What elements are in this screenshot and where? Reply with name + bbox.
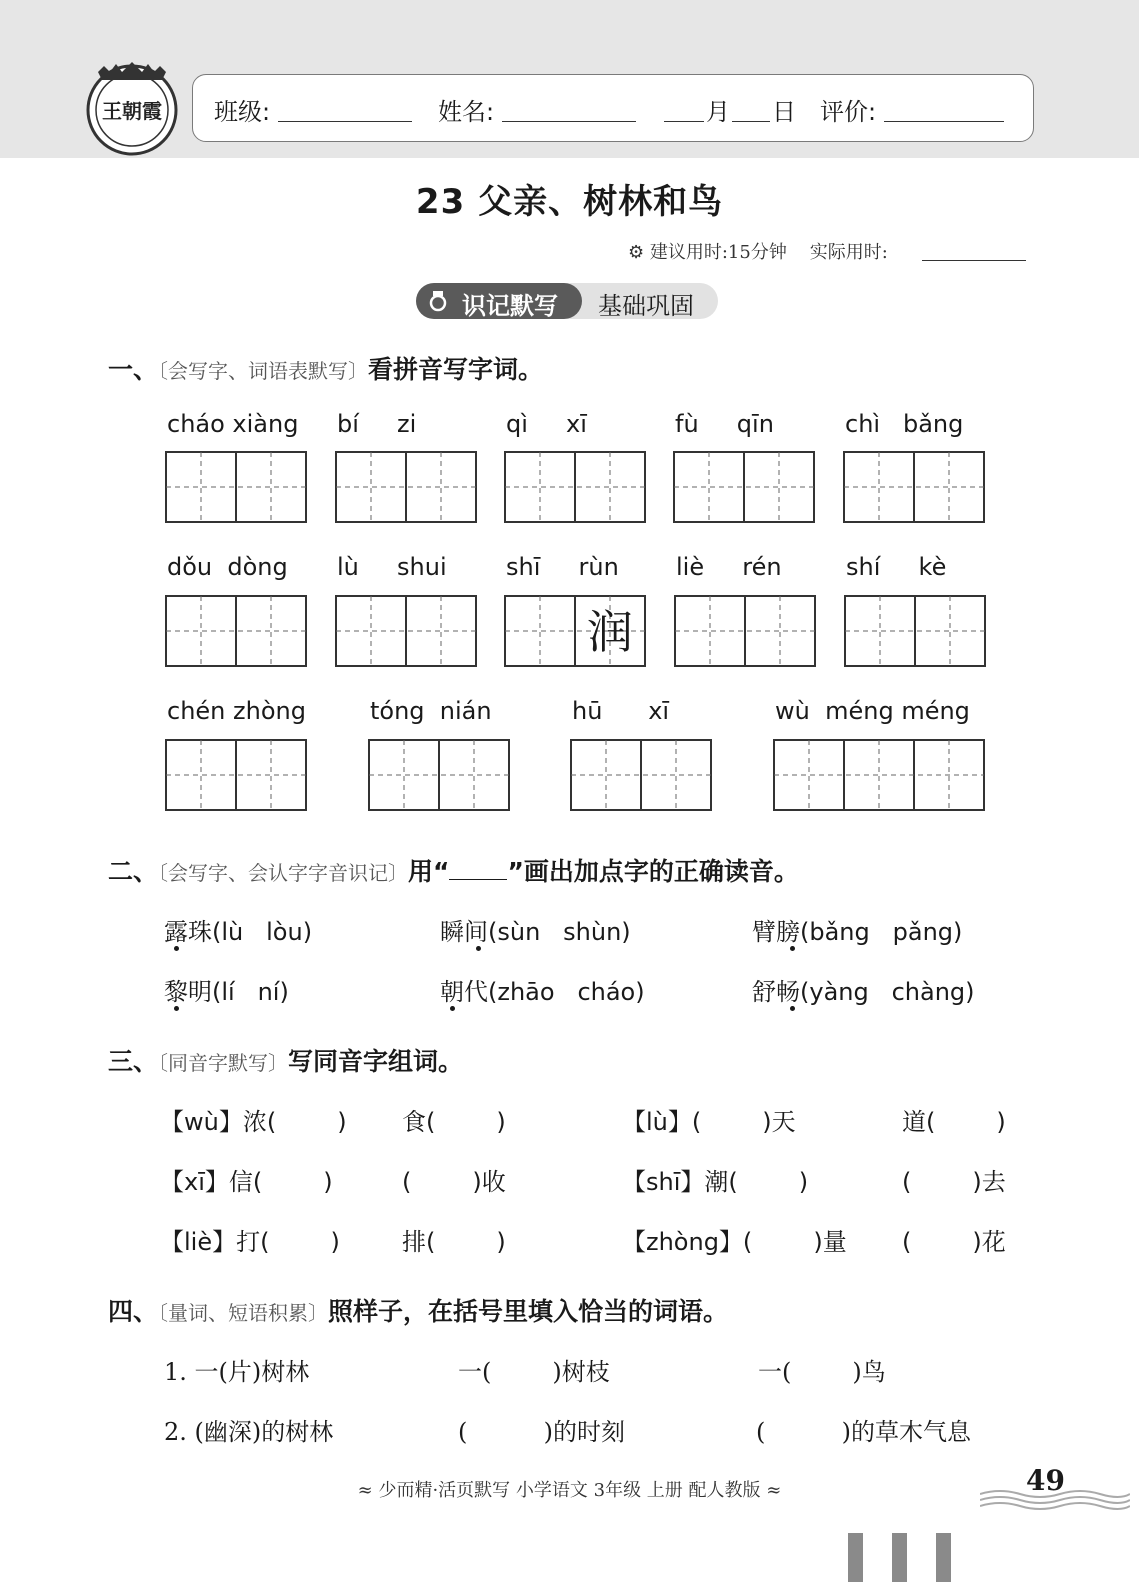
underline-sample — [449, 859, 507, 880]
class-label: 班级: — [214, 98, 271, 126]
emphasis-dot — [174, 946, 179, 951]
q1-writing-grid[interactable] — [674, 595, 816, 667]
q3-cell[interactable]: 【zhòng】( )量 — [622, 1228, 847, 1256]
q1-pinyin: tóng nián — [370, 697, 492, 725]
q1-writing-grid[interactable] — [368, 739, 510, 811]
q3-heading: 三、〔同音字默写〕写同音字组词。 — [108, 1047, 464, 1076]
q4-cell[interactable]: 一( )树枝 — [458, 1358, 610, 1386]
q1-pinyin: chén zhòng — [167, 697, 306, 725]
q1-writing-grid[interactable] — [504, 595, 646, 667]
q3-cell[interactable]: ( )收 — [402, 1168, 506, 1196]
q1-writing-grid[interactable] — [504, 451, 646, 523]
q1-writing-grid[interactable] — [335, 595, 477, 667]
day-field[interactable] — [732, 121, 770, 122]
lesson-title: 23 父亲、树林和鸟 — [415, 182, 724, 222]
name-field[interactable] — [502, 121, 636, 122]
q1-pinyin: shī rùn — [506, 553, 619, 581]
q1-writing-grid[interactable] — [165, 451, 307, 523]
q1-heading: 一、〔会写字、词语表默写〕看拼音写字词。 — [108, 355, 544, 384]
page-number: 49 — [1026, 1464, 1065, 1497]
q2-item[interactable]: 瞬间(sùn shùn) — [440, 918, 631, 946]
q4-cell[interactable]: 一( )鸟 — [758, 1358, 886, 1386]
day-label: 日 — [772, 98, 796, 126]
q3-cell[interactable]: 【liè】打( ) — [160, 1228, 340, 1256]
footer-text: ≈ 少而精·活页默写 小学语文 3年级 上册 配人教版 ≈ — [357, 1480, 782, 1501]
actual-time-field[interactable] — [922, 260, 1026, 261]
q2-item[interactable]: 臂膀(bǎng pǎng) — [752, 918, 963, 946]
edge-tab-mark — [936, 1533, 951, 1582]
edge-tab-mark — [848, 1533, 863, 1582]
q1-filled-character: 润 — [587, 605, 633, 659]
rating-label: 评价: — [820, 98, 877, 126]
q4-cell: 2. (幽深)的树林 — [164, 1418, 334, 1446]
q3-cell[interactable]: ( )花 — [902, 1228, 1006, 1256]
q1-pinyin: liè rén — [676, 553, 782, 581]
q4-cell[interactable]: ( )的草木气息 — [756, 1418, 972, 1446]
q1-writing-grid[interactable] — [843, 451, 985, 523]
q2-heading: 二、〔会写字、会认字字音识记〕用“ ”画出加点字的正确读音。 — [108, 857, 799, 886]
q2-item[interactable]: 舒畅(yàng chàng) — [752, 978, 975, 1006]
clock-icon: ⚙ — [628, 242, 650, 263]
student-info-box — [192, 74, 1034, 142]
emphasis-dot — [476, 946, 481, 951]
section-pill-left: 识记默写 — [462, 292, 558, 320]
month-field[interactable] — [664, 121, 704, 122]
emphasis-dot — [790, 946, 795, 951]
q3-cell[interactable]: 【lù】( )天 — [622, 1108, 796, 1136]
q3-cell[interactable]: ( )去 — [902, 1168, 1006, 1196]
q2-item[interactable]: 黎明(lí ní) — [164, 978, 289, 1006]
q1-writing-grid[interactable] — [165, 739, 307, 811]
q1-pinyin: dǒu dòng — [167, 553, 288, 581]
suggested-time: 建议用时:15分钟 — [649, 242, 787, 263]
month-label: 月 — [706, 98, 730, 126]
q1-writing-grid[interactable] — [335, 451, 477, 523]
actual-time-label: 实际用时: — [809, 242, 888, 263]
q3-cell[interactable]: 排( ) — [402, 1228, 506, 1256]
q1-writing-grid[interactable] — [165, 595, 307, 667]
q3-cell[interactable]: 【xī】信( ) — [160, 1168, 333, 1196]
q1-pinyin: bí zi — [337, 410, 417, 438]
q1-writing-grid[interactable] — [673, 451, 815, 523]
name-label: 姓名: — [438, 98, 495, 126]
emphasis-dot — [174, 1006, 179, 1011]
q1-pinyin: hū xī — [572, 697, 670, 725]
q4-cell[interactable]: ( )的时刻 — [458, 1418, 626, 1446]
q1-writing-grid[interactable] — [773, 739, 985, 811]
q1-writing-grid[interactable] — [844, 595, 986, 667]
medal-icon — [427, 290, 449, 312]
q3-cell[interactable]: 【wù】浓( ) — [160, 1108, 347, 1136]
q1-pinyin: shí kè — [846, 553, 947, 581]
q4-heading: 四、〔量词、短语积累〕照样子，在括号里填入恰当的词语。 — [108, 1297, 729, 1326]
q3-cell[interactable]: 食( ) — [402, 1108, 506, 1136]
q1-pinyin: lù shui — [337, 553, 447, 581]
q1-pinyin: chì bǎng — [845, 410, 964, 438]
emphasis-dot — [450, 1006, 455, 1011]
emphasis-dot — [790, 1006, 795, 1011]
q1-pinyin: qì xī — [506, 410, 587, 438]
q1-pinyin: wù méng méng — [775, 697, 970, 725]
logo-text: 王朝霞 — [102, 99, 162, 123]
q1-writing-grid[interactable] — [570, 739, 712, 811]
publisher-logo — [84, 58, 180, 158]
q2-item[interactable]: 朝代(zhāo cháo) — [440, 978, 645, 1006]
rating-field[interactable] — [884, 121, 1004, 122]
q1-pinyin: fù qīn — [675, 410, 774, 438]
section-pill-right: 基础巩固 — [598, 292, 694, 320]
q4-cell: 1. 一(片)树林 — [164, 1358, 310, 1386]
q2-item[interactable]: 露珠(lù lòu) — [164, 918, 313, 946]
class-field[interactable] — [278, 121, 412, 122]
time-line — [628, 238, 888, 264]
edge-tab-mark — [892, 1533, 907, 1582]
q3-cell[interactable]: 【shī】潮( ) — [622, 1168, 809, 1196]
q3-cell[interactable]: 道( ) — [902, 1108, 1006, 1136]
q1-pinyin: cháo xiàng — [167, 410, 299, 438]
